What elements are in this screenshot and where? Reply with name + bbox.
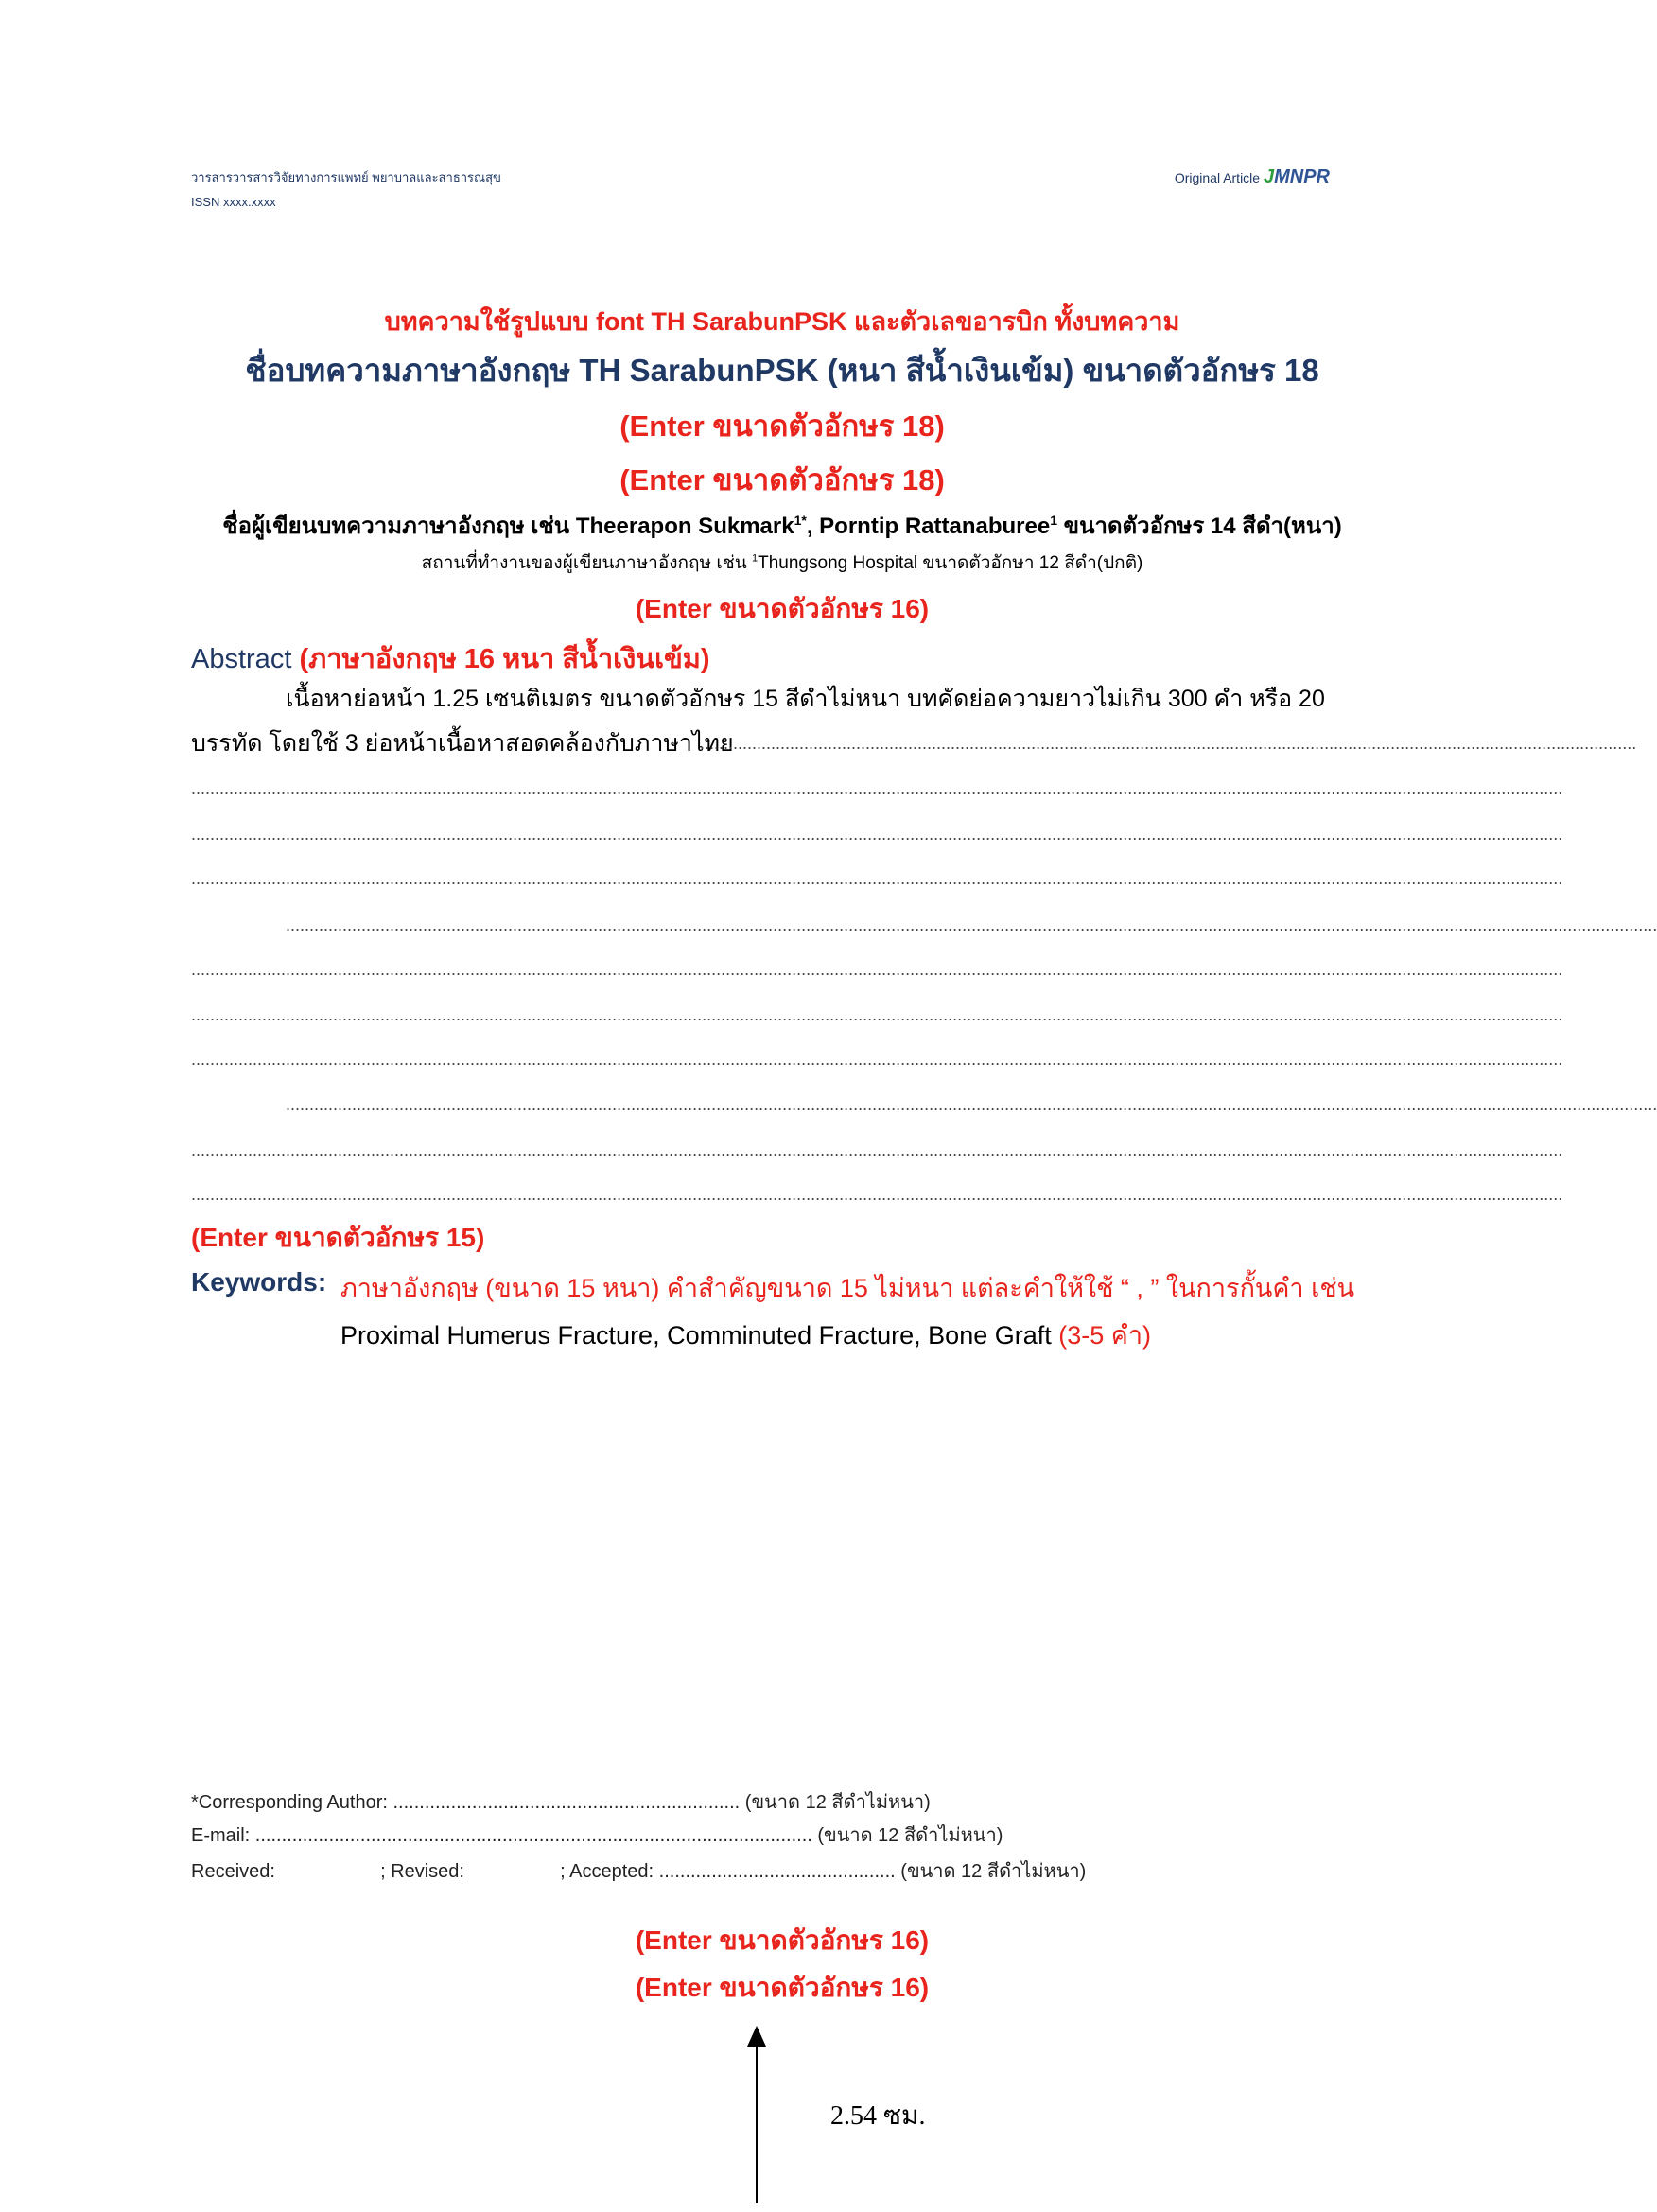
dotted-fill: ..................................................................	[392, 1792, 741, 1813]
abstract-heading	[191, 636, 710, 680]
dotted-fill: ..................................................................................................................................................................................................................................................................................................	[286, 915, 1657, 934]
enter-note-18: (Enter ขนาดตัวอักษร 18)	[619, 463, 945, 496]
abstract-paragraph-1	[191, 677, 1385, 722]
email-label: E-mail:	[191, 1825, 251, 1846]
authors-middle: , Porntip Rattanaburee	[806, 514, 1051, 539]
abstract-label: Abstract	[191, 644, 292, 674]
dotted-fill: ..................................................................................................................................................................................................................................................................................................	[191, 779, 1563, 798]
affiliation-sup: 1	[752, 552, 759, 565]
authors-prefix: ชื่อผู้เขียนบทความภาษาอังกฤษ เช่น Theerapon Sukmark	[222, 514, 794, 539]
enter-note-16: (Enter ขนาดตัวอักษร 16)	[635, 1973, 930, 2002]
keywords-label: Keywords:	[191, 1267, 327, 1297]
keywords-example-list: Proximal Humerus Fracture, Comminuted Fracture, Bone Graft	[340, 1321, 1052, 1350]
dotted-fill: ..................................................................................................................................................................................................................................................................................................	[191, 825, 1563, 844]
email-line	[191, 1820, 1003, 1850]
affiliation-line	[0, 549, 1564, 577]
enter-note-15: (Enter ขนาดตัวอักษร 15)	[191, 1223, 485, 1252]
affiliation-suffix: Thungsong Hospital ขนาดตัวอักษา 12 สีดำ(ปกติ)	[758, 553, 1143, 573]
dotted-fill: ..................................................................................................................................................................................................................................................................................................	[286, 1095, 1657, 1114]
affiliation-prefix: สถานที่ทำงานของผู้เขียนภาษาอังกฤษ เช่น	[421, 553, 752, 573]
dotted-fill: ..................................................................................................................................................................................................................................................................................................	[191, 1185, 1563, 1204]
dotted-fill: .............................................	[658, 1861, 896, 1882]
journal-logo-rest: MNPR	[1274, 166, 1330, 187]
journal-logo-j: J	[1263, 166, 1275, 187]
authors-line	[0, 507, 1564, 544]
dotted-fill: ..................................................................................................................................................................................................................................................................................................	[191, 1141, 1563, 1159]
enter-note-18: (Enter ขนาดตัวอักษร 18)	[619, 409, 945, 443]
received-label: Received:	[191, 1861, 275, 1882]
abstract-line-2: บรรทัด โดยใช้ 3 ย่อหน้าเนื้อหาสอดคล้องกับภาษาไทย	[191, 730, 734, 757]
corresponding-author-line	[191, 1786, 931, 1817]
revised-label: ; Revised:	[380, 1861, 464, 1882]
issn: ISSN xxxx.xxxx	[191, 195, 276, 209]
corresponding-author-label: *Corresponding Author:	[191, 1792, 388, 1813]
dotted-fill: ..................................................................................................................................................................................................................................................................................................	[191, 869, 1563, 888]
margin-label: 2.54 ซม.	[830, 2101, 926, 2131]
dotted-fill: ..................................................................................................................................................................................................................................................................................................	[191, 960, 1563, 979]
keywords-examples	[340, 1315, 1151, 1355]
enter-note-16: (Enter ขนาดตัวอักษร 16)	[635, 1925, 930, 1955]
margin-arrow-line	[756, 2043, 758, 2203]
dotted-fill: ..........................................................................................................	[254, 1825, 812, 1846]
abstract-line-1: เนื้อหาย่อหน้า 1.25 เซนติเมตร ขนาดตัวอักษร 15 สีดำไม่หนา บทคัดย่อความยาวไม่เกิน 300 คำ หรือ 20	[286, 686, 1325, 712]
keywords-instruction: ภาษาอังกฤษ (ขนาด 15 หนา) คำสำคัญขนาด 15 ไม่หนา แต่ละคำให้ใช้ “ , ” ในการกั้นคำ เช่น	[340, 1274, 1355, 1302]
author-sup-1: 1*	[794, 513, 807, 528]
authors-suffix: ขนาดตัวอักษร 14 สีดำ(หนา)	[1057, 514, 1342, 539]
abstract-format-note: (ภาษาอังกฤษ 16 หนา สีน้ำเงินเข้ม)	[299, 644, 710, 674]
dotted-fill: ..................................................................................................................................................................................................................................................................................................	[191, 1050, 1563, 1069]
accepted-note: (ขนาด 12 สีดำไม่หนา)	[900, 1861, 1087, 1882]
article-type-label: Original Article	[1174, 170, 1261, 185]
journal-name: วารสารวารสารวิจัยทางการแพทย์ พยาบาลและสาธารณสุข	[191, 170, 501, 184]
font-instruction: บทความใช้รูปแบบ font TH SarabunPSK และตัวเลขอารบิก ทั้งบทความ	[384, 307, 1180, 336]
article-type	[1175, 166, 1330, 188]
email-note: (ขนาด 12 สีดำไม่หนา)	[817, 1825, 1003, 1846]
enter-note-16: (Enter ขนาดตัวอักษร 16)	[635, 594, 930, 623]
corresponding-author-note: (ขนาด 12 สีดำไม่หนา)	[744, 1792, 931, 1813]
dotted-fill: ......................................................................................................................................................................................................	[700, 734, 1637, 753]
dates-line	[191, 1855, 1086, 1886]
accepted-label: ; Accepted:	[560, 1861, 654, 1882]
article-title: ชื่อบทความภาษาอังกฤษ TH SarabunPSK (หนา สีน้ำเงินเข้ม) ขนาดตัวอักษร 18	[245, 353, 1319, 388]
keywords-count-note: (3-5 คำ)	[1058, 1321, 1151, 1350]
author-sup-2: 1	[1050, 513, 1057, 528]
dotted-fill: ..................................................................................................................................................................................................................................................................................................	[191, 1005, 1563, 1024]
